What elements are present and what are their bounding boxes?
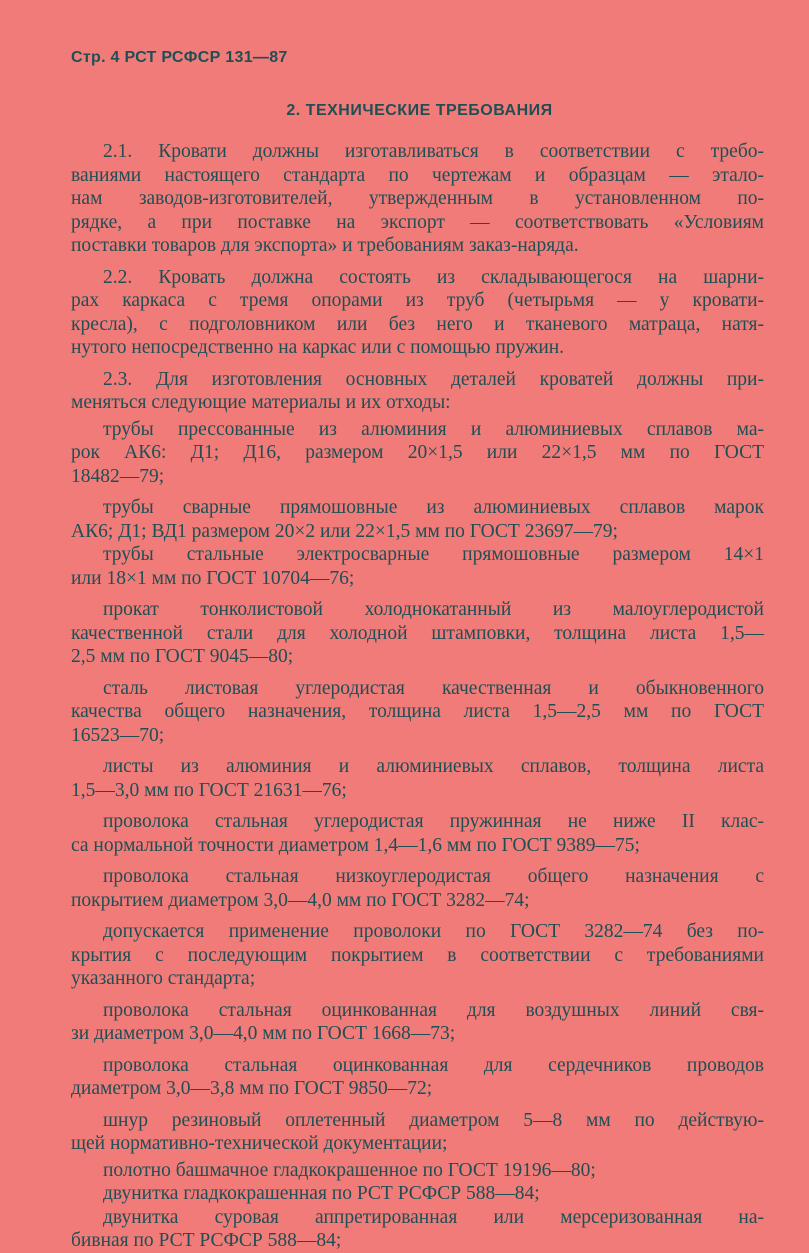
text-line: 2.2. Кровать должна состоять из складывающегося на шарни- — [103, 266, 764, 288]
text-line: диаметром 3,0—3,8 мм по ГОСТ 9850—72; — [71, 1078, 433, 1099]
material-item — [71, 418, 764, 489]
text-line: 18482—79; — [71, 465, 165, 487]
text-line: проволока стальная оцинкованная для воздушных линий свя- — [103, 999, 764, 1021]
text-line: двунитка гладкокрашенная по РСТ РСФСР 588—84; — [103, 1183, 540, 1204]
material-item — [71, 1206, 764, 1253]
text-line: сталь листовая углеродистая качественная и обыкновенного — [103, 677, 764, 699]
text-line: шнур резиновый оплетенный диаметром 5—8 мм по действую- — [103, 1109, 764, 1131]
text-line: полотно башмачное гладкокрашенное по ГОСТ 19196—80; — [103, 1159, 596, 1181]
text-line: трубы прессованные из алюминия и алюминиевых сплавов ма- — [103, 418, 764, 440]
text-line: 16523—70; — [71, 724, 165, 746]
text-line: или 18×1 мм по ГОСТ 10704—76; — [71, 567, 355, 589]
text-line: рядке, а при поставке на экспорт — соответствовать «Условиям — [71, 211, 764, 233]
material-item — [71, 543, 764, 590]
material-item — [71, 1054, 764, 1101]
text-line: трубы стальные электросварные прямошовные размером 14×1 — [103, 544, 764, 565]
material-item — [71, 755, 764, 802]
text-line: прокат тонколистовой холоднокатанный из малоуглеродистой — [103, 599, 764, 620]
text-line: меняться следующие материалы и их отходы: — [71, 392, 451, 413]
paragraph-2-3 — [71, 368, 764, 415]
text-line: кресла), с подголовником или без него и тканевого матраца, натя- — [71, 313, 764, 335]
material-item — [71, 920, 764, 991]
text-line: 2,5 мм по ГОСТ 9045—80; — [71, 646, 294, 667]
text-line: 2.3. Для изготовления основных деталей кроватей должны при- — [103, 368, 764, 390]
text-line: крытия с последующим покрытием в соответствии с требованиями — [71, 944, 764, 966]
text-line: АК6; Д1; ВД1 размером 20×2 или 22×1,5 мм по ГОСТ 23697—79; — [71, 520, 618, 542]
text-line: ваниями настоящего стандарта по чертежам и образцам — этало- — [71, 164, 764, 186]
material-item — [71, 1182, 764, 1206]
text-line: листы из алюминия и алюминиевых сплавов, толщина листа — [103, 756, 764, 777]
text-line: проволока стальная низкоуглеродистая общего назначения с — [103, 866, 764, 887]
material-item — [71, 598, 764, 669]
text-line: щей нормативно-технической документации; — [71, 1133, 448, 1154]
text-line: нутого непосредственно на каркас или с помощью пружин. — [71, 337, 565, 358]
document-body — [71, 140, 764, 1253]
material-item — [71, 1109, 764, 1156]
text-line: нам заводов-изготовителей, утвержденным в установленном по- — [71, 188, 764, 209]
text-line: са нормальной точности диаметром 1,4—1,6 мм по ГОСТ 9389—75; — [71, 834, 640, 856]
text-line: рок АК6: Д1; Д16, размером 20×1,5 или 22×1,5 мм по ГОСТ — [71, 442, 764, 463]
material-item — [71, 999, 764, 1046]
text-line: качества общего назначения, толщина листа 1,5—2,5 мм по ГОСТ — [71, 701, 764, 722]
text-line: трубы сварные прямошовные из алюминиевых сплавов марок — [103, 497, 764, 518]
text-line: допускается применение проволоки по ГОСТ 3282—74 без по- — [103, 921, 764, 942]
material-item — [71, 865, 764, 912]
page-header: Стр. 4 РСТ РСФСР 131—87 — [71, 49, 288, 66]
section-title: 2. ТЕХНИЧЕСКИЕ ТРЕБОВАНИЯ — [286, 102, 553, 119]
paragraph-2-2 — [71, 266, 764, 360]
text-line: поставки товаров для экспорта» и требованиям заказ-наряда. — [71, 235, 579, 256]
paragraph-2-1 — [71, 140, 764, 258]
text-line: рах каркаса с тремя опорами из труб (четырьмя — у кровати- — [71, 290, 764, 311]
material-item — [71, 810, 764, 857]
material-item — [71, 1159, 764, 1183]
text-line: 2.1. Кровати должны изготавливаться в соответствии с требо- — [103, 141, 764, 162]
material-item — [71, 496, 764, 543]
text-line: качественной стали для холодной штамповки, толщина листа 1,5— — [71, 622, 764, 644]
text-line: 1,5—3,0 мм по ГОСТ 21631—76; — [71, 779, 347, 801]
text-line: бивная по РСТ РСФСР 588—84; — [71, 1230, 342, 1251]
text-line: проволока стальная оцинкованная для сердечников проводов — [103, 1054, 764, 1076]
text-line: проволока стальная углеродистая пружинная не ниже II клас- — [103, 811, 764, 832]
text-line: покрытием диаметром 3,0—4,0 мм по ГОСТ 3282—74; — [71, 889, 530, 911]
text-line: указанного стандарта; — [71, 968, 256, 989]
material-item — [71, 677, 764, 748]
text-line: двунитка суровая аппретированная или мерсеризованная на- — [103, 1206, 764, 1228]
text-line: зи диаметром 3,0—4,0 мм по ГОСТ 1668—73; — [71, 1023, 456, 1044]
